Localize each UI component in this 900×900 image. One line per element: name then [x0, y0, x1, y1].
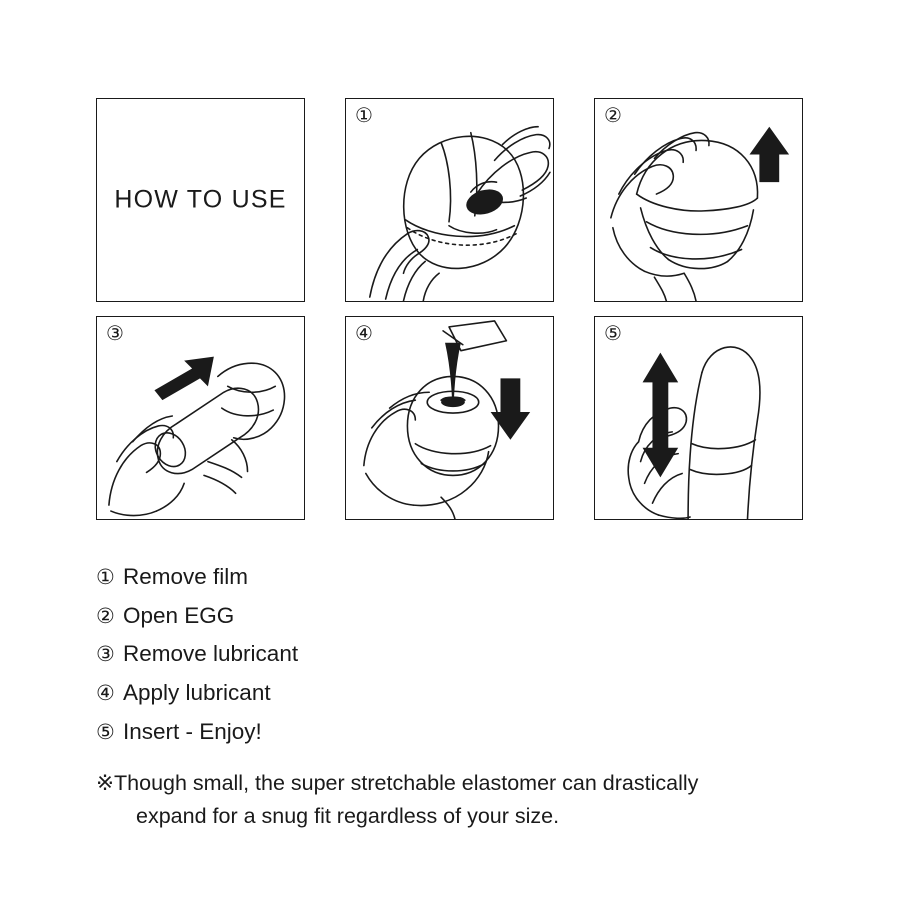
- caption-number: ④: [96, 682, 115, 706]
- caption-text: Remove film: [123, 564, 249, 589]
- footnote-text: [114, 767, 698, 832]
- panel-grid: [96, 98, 804, 520]
- panel-row-2: [96, 316, 804, 520]
- caption-text: Open EGG: [123, 602, 235, 628]
- illustration-insert-enjoy: [595, 317, 802, 519]
- caption-text: Remove lubricant: [123, 641, 299, 667]
- caption-number: ②: [96, 604, 115, 628]
- panel-title: [96, 98, 305, 302]
- footnote-line-1: Though small, the super stretchable elastomer can drastically: [114, 771, 699, 796]
- step-number-4: ④: [355, 323, 373, 345]
- caption-number: ③: [96, 643, 115, 667]
- step-number-1: ①: [355, 105, 373, 127]
- caption-text: Apply lubricant: [123, 680, 271, 706]
- illustration-open-egg: [595, 99, 802, 301]
- illustration-apply-lubricant: [346, 317, 553, 519]
- panel-row-1: [96, 98, 804, 302]
- caption-number: ⑤: [96, 720, 115, 744]
- panel-step-1: [345, 98, 554, 302]
- footnote-line-2: expand for a snug fit regardless of your size.: [136, 803, 560, 828]
- illustration-remove-film: [346, 99, 553, 301]
- footnote-mark: ※: [96, 771, 115, 796]
- caption-text: Insert - Enjoy!: [123, 718, 262, 744]
- footnote: [96, 767, 836, 832]
- panel-step-4: [345, 316, 554, 520]
- caption-number: ①: [96, 566, 115, 589]
- step-number-3: ③: [106, 323, 124, 345]
- panel-step-2: [594, 98, 803, 302]
- list-item: [96, 597, 836, 636]
- list-item: [96, 558, 836, 597]
- list-item: [96, 674, 836, 713]
- step-number-2: ②: [604, 105, 622, 127]
- panel-step-5: [594, 316, 803, 520]
- step-number-5: ⑤: [604, 323, 622, 345]
- list-item: [96, 635, 836, 674]
- step-caption-list: [96, 558, 836, 832]
- list-item: [96, 713, 836, 752]
- illustration-remove-lubricant: [97, 317, 304, 519]
- how-to-use-title: HOW TO USE: [114, 185, 287, 214]
- panel-step-3: [96, 316, 305, 520]
